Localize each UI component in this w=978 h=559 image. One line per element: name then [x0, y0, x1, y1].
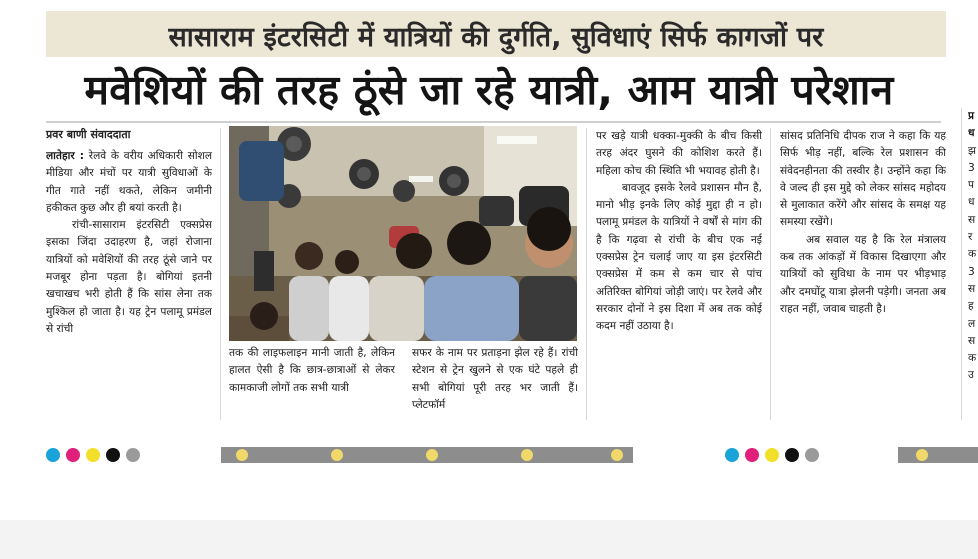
- register-dot-black: [785, 448, 799, 462]
- kicker-text: सासाराम इंटरसिटी में यात्रियों की दुर्गति, सुविधाएं सिर्फ कागजों पर: [168, 22, 824, 53]
- dateline: लातेहार :: [46, 150, 84, 162]
- register-dot-magenta: [66, 448, 80, 462]
- column-6-fragment: स: [968, 282, 976, 295]
- column-1-paragraph-2: रांची-सासाराम इंटरसिटी एक्सप्रेस इसका जिंदा उदाहरण है, जहां रोजाना यात्रियों को मवेशियों की तरह ठूंसे जाने पर मजबूर होना पड़ता है। बोगियां इतनी खचाखच भरी होती हैं कि सांस लेना तक मुश्किल हो जाता है। यह ट्रेन पलामू प्रमंडल से रांची: [46, 219, 212, 335]
- article-column-3: [412, 345, 578, 421]
- register-dot-yellow: [86, 448, 100, 462]
- register-dot-magenta: [745, 448, 759, 462]
- column-6-fragment: 3: [968, 161, 975, 174]
- register-dot-gray: [805, 448, 819, 462]
- register-dot-gray: [126, 448, 140, 462]
- column-6-fragment: ह: [968, 300, 974, 313]
- column-5-paragraph-2: अब सवाल यह है कि रेल मंत्रालय कब तक आंकड़ों में विकास दिखाएगा और यात्रियों को सुविधा के नाम पर भीड़भाड़ और दमघोंटू यात्रा झेलनी पड़ेगी। जनता अब राहत नहीं, जवाब चाहती है।: [780, 233, 946, 315]
- article-column-1: [46, 148, 212, 424]
- column-6-fragment: ल: [968, 317, 976, 330]
- column-divider: [770, 128, 771, 420]
- article-column-5: [780, 128, 946, 423]
- column-6-fragment: ध: [968, 196, 975, 209]
- column-6-fragment: ध: [968, 127, 975, 140]
- column-6-fragment: क: [968, 352, 977, 365]
- photo-illustration: [229, 126, 577, 341]
- column-5-paragraph-1: सांसद प्रतिनिधि दीपक राज ने कहा कि यह सिर्फ भीड़ नहीं, बल्कि रेल प्रशासन की संवेदनहीनता की तस्वीर है। उन्होंने कहा कि वे जल्द ही इस मुद्दे को लेकर सांसद महोदय से मुलाकात करेंगे और सांसद के समक्ष यह समस्या रखेंगे।: [780, 130, 946, 229]
- byline: प्रवर बाणी संवाददाता: [46, 128, 131, 141]
- register-track-right: [898, 447, 978, 463]
- column-4-paragraph-2: बावजूद इसके रेलवे प्रशासन मौन है, मानो भीड़ इनके लिए कोई मुद्दा ही न हो। पलामू प्रमंडल के यात्रियों ने वर्षों से मांग की है कि गढ़वा से रांची के बीच एक नई एक्सप्रेस ट्रेन चलाई जाए या इस इंटरसिटी एक्सप्रेस में कम से कम चार से पांच अतिरिक्त बोगियां जोड़ी जाएं। पर रेलवे और सरकार दोनों ने इस दिशा में अब तक कोई कदम नहीं उठाया है।: [596, 181, 762, 333]
- color-register-marks-right: [725, 448, 825, 462]
- column-6-fragment: झ: [968, 144, 977, 157]
- column-6-fragment: उ: [968, 369, 974, 382]
- headline: मवेशियों की तरह ठूंसे जा रहे यात्री, आम यात्री परेशान: [84, 66, 894, 114]
- track-dot: [236, 449, 248, 461]
- track-dot: [331, 449, 343, 461]
- register-dot-black: [106, 448, 120, 462]
- column-1-paragraph-1: रेलवे के वरीय अधिकारी सोशल मीडिया और मंचों पर यात्री सुविधाओं के गीत गाते नहीं थकते, लेकिन जमीनी हकीकत कुछ और ही बयां करती है।: [46, 150, 212, 214]
- register-dot-cyan: [725, 448, 739, 462]
- column-6-fragment: क: [968, 248, 977, 261]
- track-dot: [611, 449, 623, 461]
- column-6-fragment: स: [968, 213, 976, 226]
- article-column-2: [229, 345, 395, 421]
- column-divider: [586, 128, 587, 420]
- column-6-fragment: प: [968, 179, 975, 192]
- kicker-banner: [46, 11, 946, 57]
- column-divider: [961, 108, 962, 420]
- column-divider: [220, 128, 221, 420]
- register-dot-yellow: [765, 448, 779, 462]
- track-dot: [521, 449, 533, 461]
- column-6-fragment: स: [968, 334, 976, 347]
- register-dot-cyan: [46, 448, 60, 462]
- column-2-paragraph: तक की लाइफलाइन मानी जाती है, लेकिन हालत ऐसी है कि छात्र-छात्राओं से लेकर कामकाजी लोगों तक सभी यात्री: [229, 347, 395, 394]
- column-6-fragment: 3: [968, 265, 975, 278]
- article-column-4: [596, 128, 762, 423]
- column-6-fragment: प्र: [968, 110, 975, 122]
- article-column-6-partial: [968, 108, 978, 420]
- track-dot: [426, 449, 438, 461]
- headline-rule: [46, 121, 941, 123]
- column-6-fragment: र: [968, 231, 973, 244]
- column-4-paragraph-1: पर खड़े यात्री धक्का-मुक्की के बीच किसी तरह अंदर घुसने की कोशिश करते हैं। महिला कोच की स्थिति भी भयावह होती है।: [596, 130, 762, 177]
- track-dot: [916, 449, 928, 461]
- column-3-paragraph: सफर के नाम पर प्रताड़ना झेल रहे हैं। रांची स्टेशन से ट्रेन खुलने से एक घंटे पहले ही सभी बोगियां पूरी तरह भर जाती हैं। प्लेटफॉर्म: [412, 347, 578, 411]
- news-photo-crowded-train: [229, 126, 577, 341]
- register-track-left: [221, 447, 633, 463]
- color-register-marks-left: [46, 448, 146, 462]
